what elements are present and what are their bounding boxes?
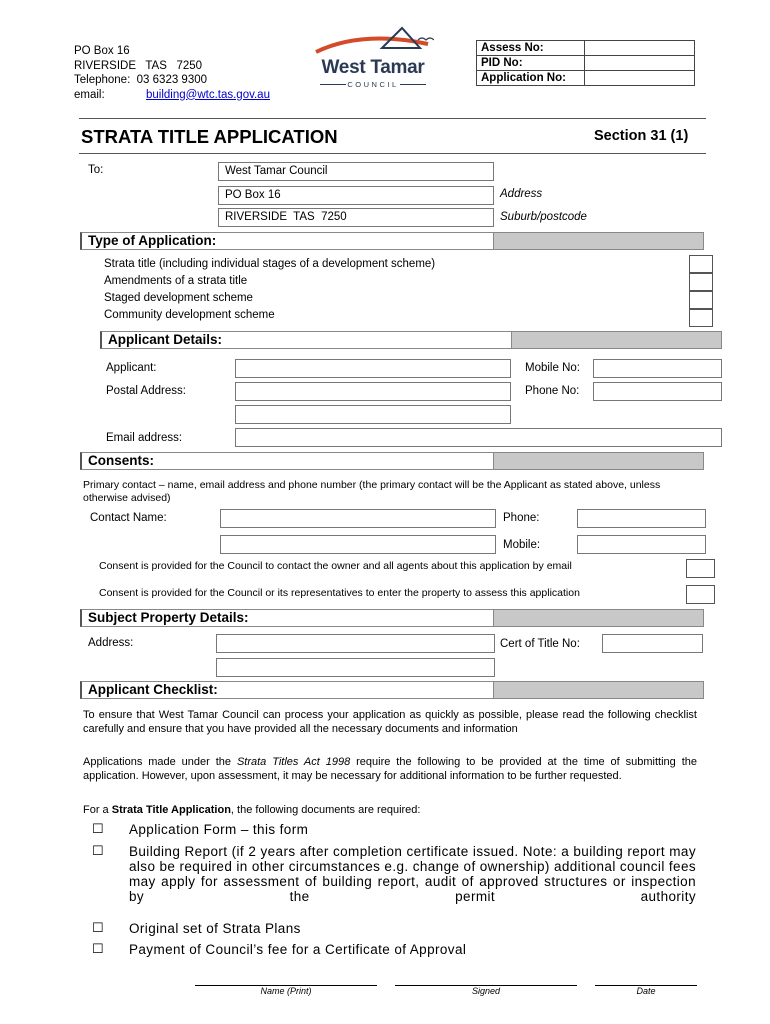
signed-line[interactable]: Signed [395, 985, 577, 996]
checklist-section-title: Applicant Checklist: [88, 682, 218, 697]
act-name: Strata Titles Act 1998 [236, 756, 351, 768]
consent-email-text: Consent is provided for the Council to contact the owner and all agents about this application by email [99, 560, 572, 572]
consents-intro: Primary contact – name, email address and phone number (the primary contact will be the Applicant as stated above, unless otherwise advised) [83, 479, 661, 504]
property-section-header [80, 609, 704, 627]
checklist-checkbox-icon[interactable]: ☐ [92, 920, 104, 935]
postal-address-line2-input[interactable] [235, 405, 511, 424]
contact-mobile-input[interactable] [577, 535, 706, 554]
consents-section-header [80, 452, 704, 470]
checklist-checkbox-icon[interactable]: ☐ [92, 821, 104, 836]
checklist-section-header [80, 681, 704, 699]
contact-name-input[interactable] [220, 509, 496, 528]
council-logo [312, 22, 434, 92]
applicant-name-input[interactable] [235, 359, 511, 378]
phone-input[interactable] [593, 382, 722, 401]
type-option-label: Strata title (including individual stages of a development scheme) [104, 258, 436, 270]
application-no-field[interactable] [585, 71, 695, 86]
mobile-input[interactable] [593, 359, 722, 378]
act-text: Applications made under the [83, 756, 237, 768]
logo-sub: COUNCIL [347, 80, 399, 89]
property-address-line2-input[interactable] [216, 658, 495, 677]
type-option-label: Community development scheme [104, 309, 275, 321]
suburb-caption: Suburb/postcode [500, 211, 587, 223]
contact-name-label: Contact Name: [90, 512, 167, 524]
type-section-header [80, 232, 704, 250]
type-option-checkbox[interactable] [689, 291, 713, 309]
contact-phone-input[interactable] [577, 509, 706, 528]
logo-rule [320, 84, 346, 85]
property-section-title: Subject Property Details: [88, 610, 249, 625]
assess-no-label: Assess No: [477, 41, 585, 56]
type-option-label: Amendments of a strata title [104, 275, 248, 287]
to-label: To: [88, 164, 104, 176]
title-rule [79, 153, 706, 154]
council-po-box-field[interactable]: PO Box 16 [218, 186, 494, 205]
pid-no-label: PID No: [477, 56, 585, 71]
email-label: email: [74, 88, 105, 101]
title-rule [79, 118, 706, 119]
consents-section-title: Consents: [88, 453, 155, 468]
type-option-checkbox[interactable] [689, 255, 713, 273]
reference-table [476, 40, 695, 86]
section-shade [493, 233, 703, 249]
section-shade [493, 682, 703, 698]
postal-label: Postal Address: [106, 385, 186, 397]
cert-title-label: Cert of Title No: [500, 638, 580, 650]
required-bold: Strata Title Application [111, 804, 231, 816]
email-address-label: Email address: [106, 432, 183, 444]
type-option-checkbox[interactable] [689, 273, 713, 291]
type-section-title: Type of Application: [88, 233, 217, 248]
property-address-label: Address: [88, 637, 134, 649]
property-address-input[interactable] [216, 634, 495, 653]
contact-phone-label: Phone: [503, 512, 540, 524]
section-shade [511, 332, 721, 348]
checklist-item: Building Report (if 2 years after completion certificate issued. Note: a building report may also be required in other circumstances e.g. change of ownership) additional council fees may apply for assessment of building report, audit of approved structures or inspection by the permit authority [129, 844, 696, 904]
applicant-section-header [100, 331, 722, 349]
application-no-label: Application No: [477, 71, 585, 86]
checklist-item: Application Form – this form [129, 822, 309, 837]
applicant-section-title: Applicant Details: [108, 332, 223, 347]
pid-no-field[interactable] [585, 56, 695, 71]
email-row [74, 88, 270, 103]
council-name-field[interactable]: West Tamar Council [218, 162, 494, 181]
date-line[interactable]: Date [595, 985, 697, 996]
page-title: STRATA TITLE APPLICATION [81, 126, 338, 147]
checklist-checkbox-icon[interactable]: ☐ [92, 941, 104, 956]
name-print-line[interactable]: Name (Print) [195, 985, 377, 996]
phone-label: Phone No: [525, 385, 580, 397]
checklist-intro: To ensure that West Tamar Council can process your application as quickly as possible, please read the following checklist carefully and ensure that you have provided all the necessary documents and information [83, 709, 697, 735]
cert-title-input[interactable] [602, 634, 703, 653]
address-line: Telephone: 03 6323 9300 [74, 74, 208, 86]
mobile-label: Mobile No: [525, 362, 580, 374]
logo-name: West Tamar [321, 57, 425, 78]
act-text: require the following to be provided at the time of submitting the application. However, upon assessment, it may be necessary for additional information to be further requested. [83, 756, 697, 782]
type-option-checkbox[interactable] [689, 309, 713, 327]
address-line: PO Box 16 [74, 45, 130, 57]
section-shade [493, 610, 703, 626]
postal-address-input[interactable] [235, 382, 511, 401]
header-address [74, 44, 270, 102]
checklist-checkbox-icon[interactable]: ☐ [92, 843, 104, 858]
type-option-label: Staged development scheme [104, 292, 253, 304]
checklist-required-line [83, 803, 697, 817]
consent-email-checkbox[interactable] [686, 559, 715, 578]
address-line: RIVERSIDE TAS 7250 [74, 59, 203, 72]
checklist-item: Original set of Strata Plans [129, 921, 301, 936]
checklist-item: Payment of Council’s fee for a Certificate of Approval [129, 942, 467, 957]
email-link[interactable]: building@wtc.tas.gov.au [146, 88, 270, 101]
logo-rule [400, 84, 426, 85]
council-suburb-field[interactable]: RIVERSIDE TAS 7250 [218, 208, 494, 227]
section-ref: Section 31 (1) [594, 128, 689, 144]
required-text: For a [83, 804, 112, 816]
contact-mobile-label: Mobile: [503, 539, 541, 551]
section-shade [493, 453, 703, 469]
checklist-act-paragraph [83, 755, 697, 783]
assess-no-field[interactable] [585, 41, 695, 56]
consent-entry-text: Consent is provided for the Council or its representatives to enter the property to assess this application [99, 587, 580, 599]
email-address-input[interactable] [235, 428, 722, 447]
logo-swoosh-icon [312, 22, 434, 62]
applicant-label: Applicant: [106, 362, 157, 374]
consent-entry-checkbox[interactable] [686, 585, 715, 604]
required-text: , the following documents are required: [230, 804, 421, 816]
address-caption: Address [500, 188, 543, 200]
contact-name-line2-input[interactable] [220, 535, 496, 554]
